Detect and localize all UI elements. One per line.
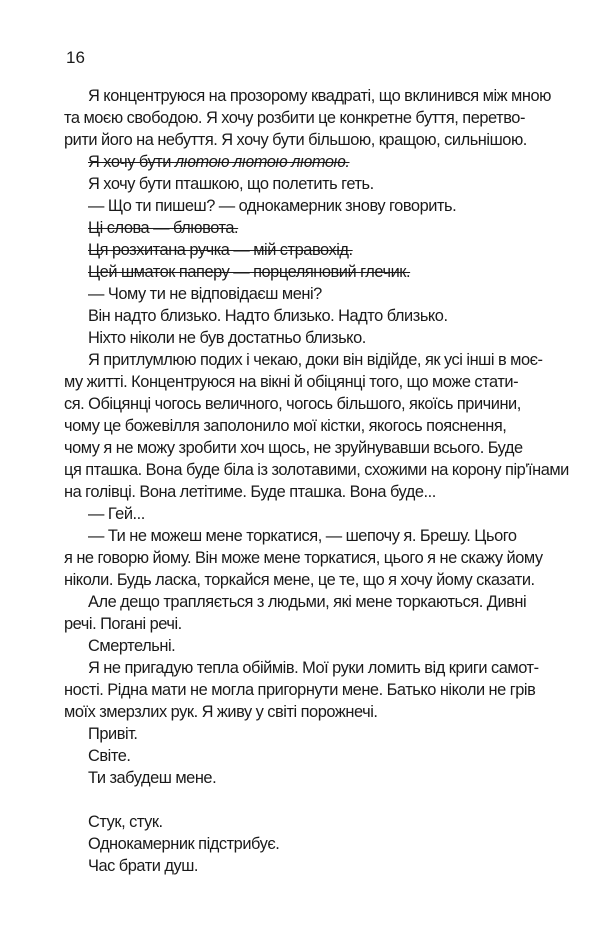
- text-line: ся. Обіцянці чогось величного, чогось більшого, якоїсь причини,: [64, 395, 521, 413]
- text-line: му житті. Концентруюся на вікні й обіцянці того, що може стати-: [64, 373, 519, 391]
- text-line: Але дещо трапляється з людьми, які мене торкаються. Дивні: [88, 593, 527, 611]
- text-line: Привіт.: [88, 725, 138, 743]
- text-line: Він надто близько. Надто близько. Надто близько.: [88, 307, 448, 325]
- text-line: Час брати душ.: [88, 857, 199, 875]
- text-line: Ти забудеш мене.: [88, 769, 217, 787]
- text-line: рити його на небуття. Я хочу бути більшою, кращою, сильнішою.: [64, 131, 527, 149]
- text-line: ніколи. Будь ласка, торкайся мене, це те, що я хочу йому сказати.: [64, 571, 535, 589]
- struck-line: Ця розхитана ручка — мій стравохід.: [88, 241, 353, 259]
- text-line: та моєю свободою. Я хочу розбити це конкретне буття, перетво-: [64, 109, 525, 127]
- text-line: Я притлумлюю подих і чекаю, доки він відійде, як усі інші в моє-: [88, 351, 543, 369]
- struck-line: [88, 151, 350, 173]
- text-line: Світе.: [88, 747, 131, 765]
- text-line: Я не пригадую тепла обіймів. Мої руки ломить від криги самот-: [88, 659, 539, 677]
- text-line: чому я не можу зробити хоч щось, не зруйнувавши всього. Буде: [64, 439, 523, 457]
- struck-line: Цей шматок паперу — порцеляновий глечик.: [88, 263, 411, 281]
- text-line: моїх змерзлих рук. Я живу у світі порожнечі.: [64, 703, 378, 721]
- dialogue-line: — Що ти пишеш? — однокамерник знову говорить.: [88, 197, 457, 215]
- text-line: Я концентруюся на прозорому квадраті, що вклинився між мною: [88, 87, 551, 105]
- text-line: ця пташка. Вона буде біла із золотавими, схожими на корону пір'їнами: [64, 461, 569, 479]
- text-line: ності. Рідна мати не могла пригорнути мене. Батько ніколи не грів: [64, 681, 536, 699]
- text-line: Ніхто ніколи не був достатньо близько.: [88, 329, 366, 347]
- text-line: речі. Погані речі.: [64, 615, 182, 633]
- text-line: я не говорю йому. Він може мене торкатися, цього я не скажу йому: [64, 549, 543, 567]
- dialogue-line: — Гей...: [88, 505, 145, 523]
- struck-line: Ці слова — блювота.: [88, 219, 239, 237]
- struck-italic-text: лютою лютою лютою.: [174, 153, 350, 171]
- struck-text: Я хочу бути: [88, 153, 175, 171]
- text-line: на голівці. Вона летітиме. Буде пташка. Вона буде...: [64, 483, 436, 501]
- dialogue-line: — Ти не можеш мене торкатися, — шепочу я. Брешу. Цього: [88, 527, 517, 545]
- text-line: Однокамерник підстрибує.: [88, 835, 280, 853]
- text-line: Смертельні.: [88, 637, 176, 655]
- text-line: Я хочу бути пташкою, що полетить геть.: [88, 175, 374, 193]
- page-number: 16: [66, 48, 85, 67]
- text-line: Стук, стук.: [88, 813, 163, 831]
- dialogue-line: — Чому ти не відповідаєш мені?: [88, 285, 322, 303]
- text-line: чому це божевілля заполонило мої кістки, якогось пояснення,: [64, 417, 507, 435]
